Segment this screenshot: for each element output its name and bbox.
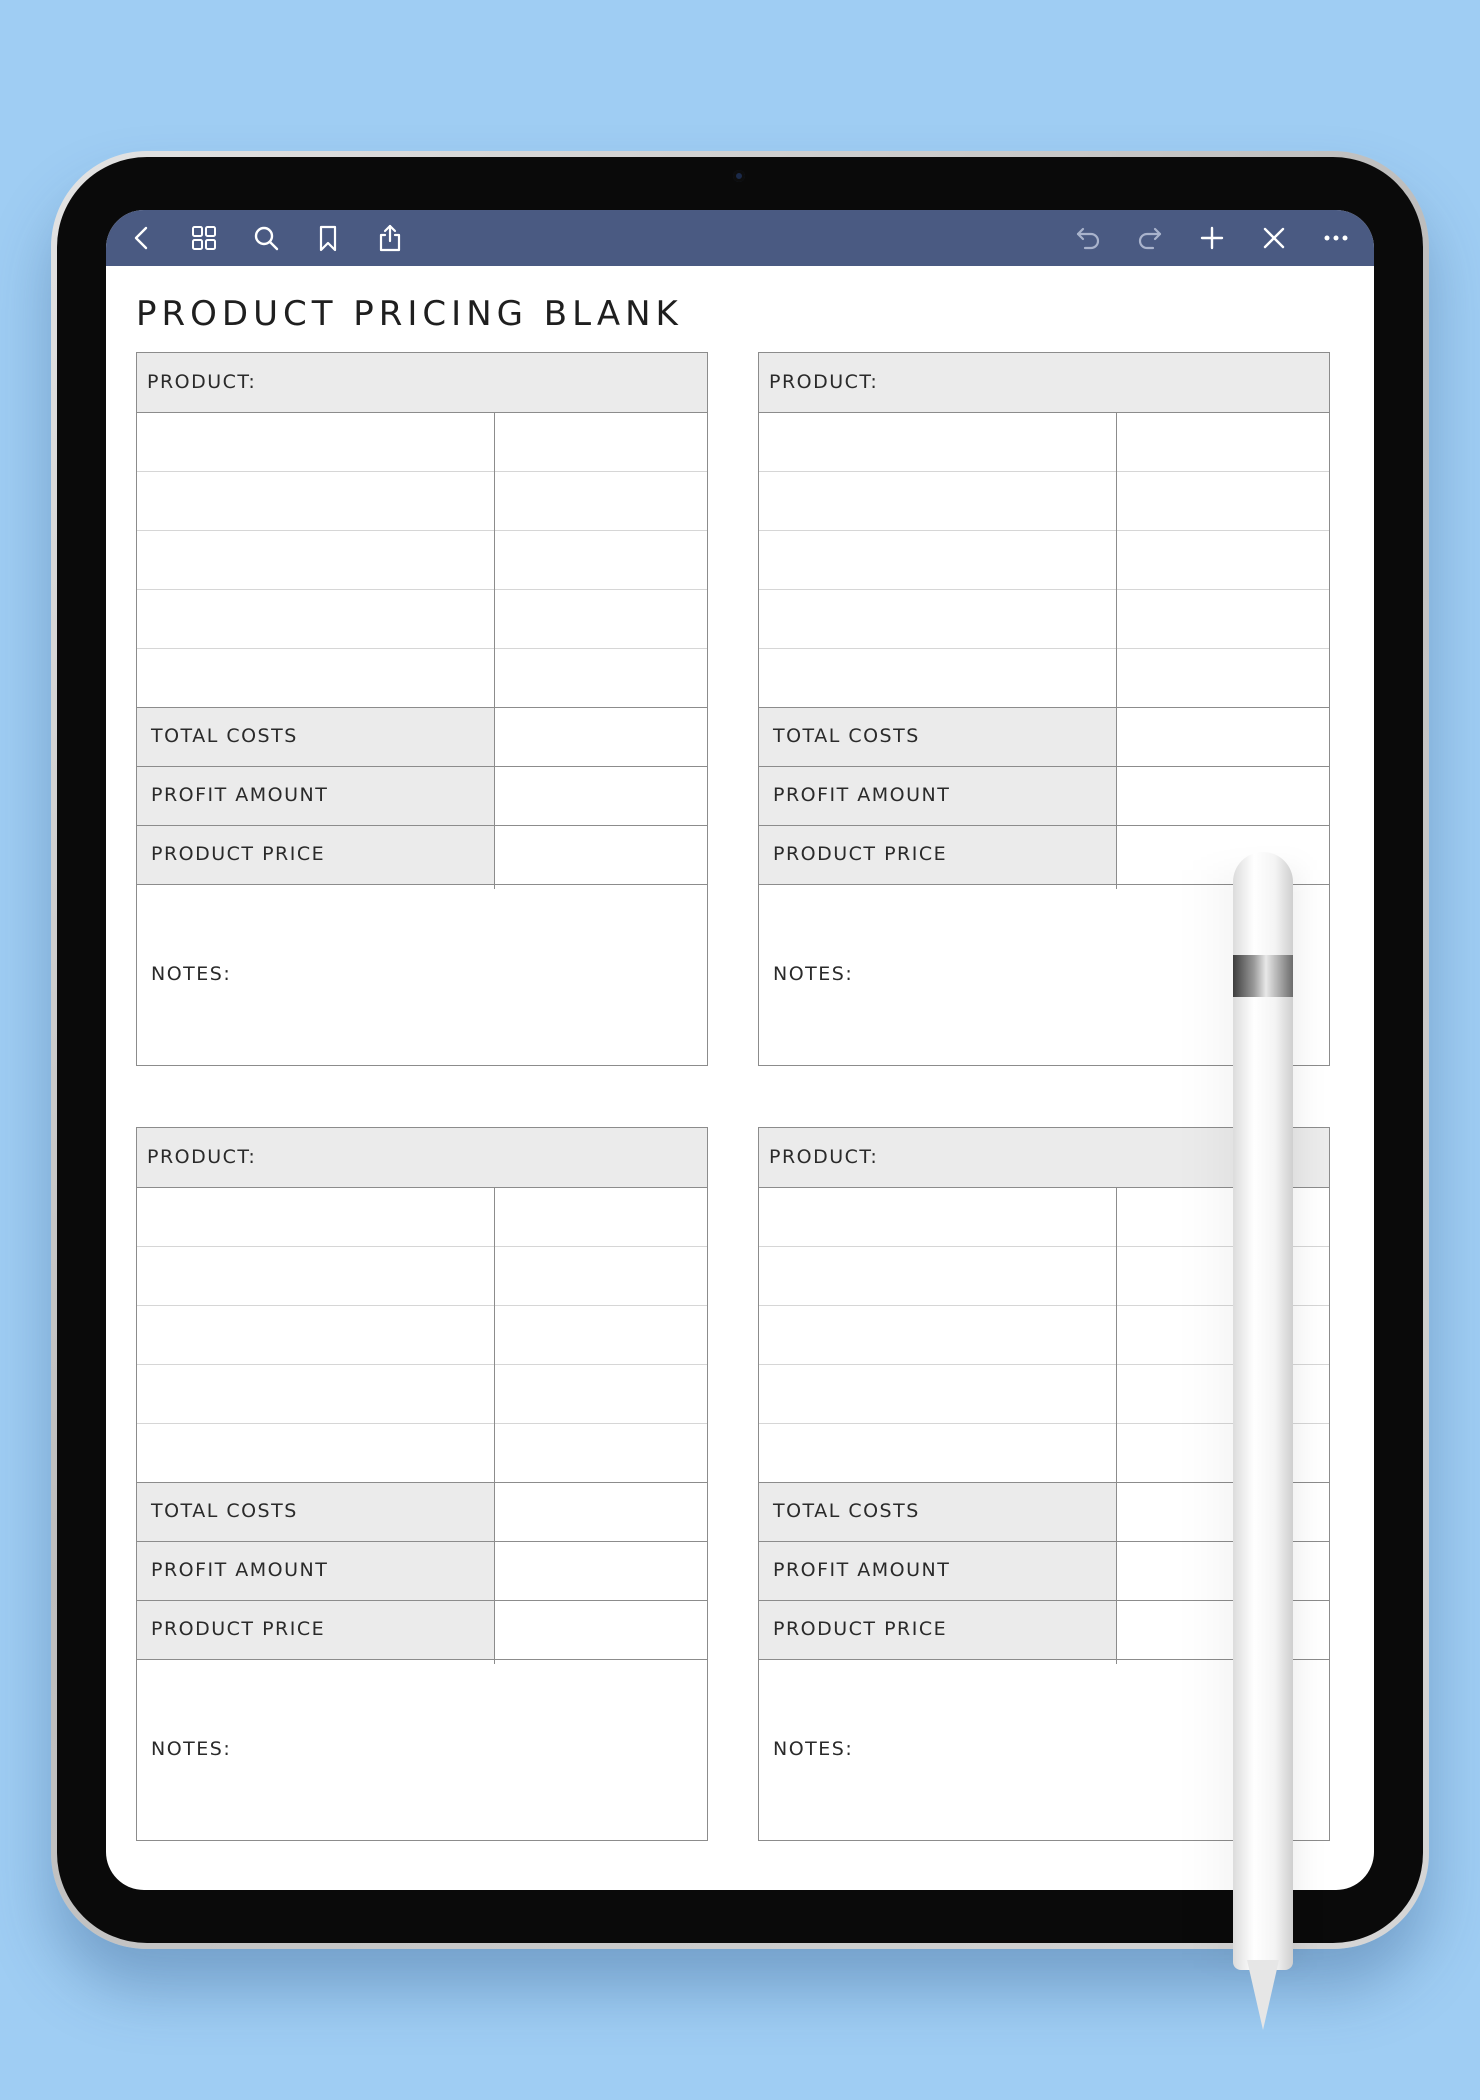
product-label: PRODUCT: xyxy=(769,1146,879,1168)
cost-item-field[interactable] xyxy=(137,1247,494,1305)
cost-row xyxy=(137,531,707,590)
cost-item-field[interactable] xyxy=(759,1365,1116,1423)
pencil-band xyxy=(1233,955,1293,997)
product-label: PRODUCT: xyxy=(769,371,879,393)
cost-item-field[interactable] xyxy=(137,531,494,589)
bookmark-icon xyxy=(313,223,343,253)
total-costs-field[interactable] xyxy=(1117,708,1329,766)
cost-item-field[interactable] xyxy=(759,649,1116,707)
cost-item-field[interactable] xyxy=(759,413,1116,471)
cost-row xyxy=(137,1424,707,1483)
undo-icon xyxy=(1073,223,1103,253)
profit-amount-field[interactable] xyxy=(495,1542,707,1600)
cost-item-field[interactable] xyxy=(137,413,494,471)
profit-amount-row xyxy=(759,767,1329,826)
product-header[interactable] xyxy=(137,1128,707,1188)
cost-row xyxy=(137,472,707,531)
cost-row xyxy=(137,1247,707,1306)
cost-value-field[interactable] xyxy=(495,1247,707,1305)
profit-amount-label-cell xyxy=(759,1542,1116,1600)
profit-amount-label: PROFIT AMOUNT xyxy=(151,1559,329,1581)
cost-row xyxy=(759,531,1329,590)
cost-row xyxy=(137,1365,707,1424)
cost-value-field[interactable] xyxy=(495,413,707,471)
cost-row xyxy=(137,590,707,649)
product-label: PRODUCT: xyxy=(147,1146,257,1168)
profit-amount-label-cell xyxy=(759,767,1116,825)
cost-row xyxy=(759,413,1329,472)
profit-amount-label-cell xyxy=(137,1542,494,1600)
notes-label: NOTES: xyxy=(151,963,232,985)
cost-item-field[interactable] xyxy=(759,531,1116,589)
total-costs-label-cell xyxy=(137,708,494,766)
notes-label: NOTES: xyxy=(773,1738,854,1760)
notes-label: NOTES: xyxy=(773,963,854,985)
pricing-card xyxy=(136,352,708,1066)
cost-item-field[interactable] xyxy=(137,1365,494,1423)
add-button[interactable] xyxy=(1192,218,1232,258)
cost-row xyxy=(137,1188,707,1247)
toolbar xyxy=(106,210,1374,266)
share-button[interactable] xyxy=(370,218,410,258)
cost-value-field[interactable] xyxy=(1117,472,1329,530)
total-costs-label-cell xyxy=(759,708,1116,766)
cost-value-field[interactable] xyxy=(1117,649,1329,707)
product-price-label: PRODUCT PRICE xyxy=(773,1618,948,1640)
cost-row xyxy=(759,590,1329,649)
cost-item-field[interactable] xyxy=(137,1306,494,1364)
grid-icon xyxy=(189,223,219,253)
cost-value-field[interactable] xyxy=(1117,590,1329,648)
pages-grid-button[interactable] xyxy=(184,218,224,258)
cost-item-field[interactable] xyxy=(759,1424,1116,1482)
profit-amount-field[interactable] xyxy=(1117,767,1329,825)
cost-row xyxy=(137,413,707,472)
product-price-row xyxy=(137,1601,707,1660)
profit-amount-row xyxy=(137,1542,707,1601)
total-costs-label-cell xyxy=(759,1483,1116,1541)
cost-item-field[interactable] xyxy=(137,1424,494,1482)
cost-value-field[interactable] xyxy=(495,649,707,707)
cost-row xyxy=(759,472,1329,531)
more-button[interactable] xyxy=(1316,218,1356,258)
product-price-label: PRODUCT PRICE xyxy=(773,843,948,865)
cost-value-field[interactable] xyxy=(495,472,707,530)
total-costs-label: TOTAL COSTS xyxy=(151,725,298,747)
product-price-label-cell xyxy=(137,1601,494,1659)
cost-value-field[interactable] xyxy=(495,1306,707,1364)
search-button[interactable] xyxy=(246,218,286,258)
total-costs-label: TOTAL COSTS xyxy=(773,1500,920,1522)
profit-amount-label: PROFIT AMOUNT xyxy=(151,784,329,806)
page-title: PRODUCT PRICING BLANK xyxy=(136,294,683,334)
cost-row xyxy=(759,649,1329,708)
search-icon xyxy=(251,223,281,253)
notes-field[interactable] xyxy=(137,889,707,1065)
total-costs-field[interactable] xyxy=(495,708,707,766)
cost-value-field[interactable] xyxy=(495,1188,707,1246)
cost-value-field[interactable] xyxy=(495,590,707,648)
cost-item-field[interactable] xyxy=(759,1247,1116,1305)
bookmark-button[interactable] xyxy=(308,218,348,258)
cost-value-field[interactable] xyxy=(1117,413,1329,471)
product-price-label: PRODUCT PRICE xyxy=(151,843,326,865)
product-price-label-cell xyxy=(759,826,1116,884)
product-header[interactable] xyxy=(137,353,707,413)
apple-pencil xyxy=(1233,852,1293,1970)
cost-item-field[interactable] xyxy=(759,1188,1116,1246)
total-costs-row xyxy=(137,708,707,767)
product-price-field[interactable] xyxy=(495,826,707,884)
undo-button[interactable] xyxy=(1068,218,1108,258)
cost-item-field[interactable] xyxy=(759,590,1116,648)
product-price-field[interactable] xyxy=(495,1601,707,1659)
total-costs-label: TOTAL COSTS xyxy=(773,725,920,747)
cost-item-field[interactable] xyxy=(137,1188,494,1246)
cost-item-field[interactable] xyxy=(137,649,494,707)
cost-item-field[interactable] xyxy=(137,590,494,648)
total-costs-label-cell xyxy=(137,1483,494,1541)
notes-field[interactable] xyxy=(137,1664,707,1840)
redo-icon xyxy=(1135,223,1165,253)
profit-amount-label: PROFIT AMOUNT xyxy=(773,1559,951,1581)
total-costs-field[interactable] xyxy=(495,1483,707,1541)
total-costs-row xyxy=(137,1483,707,1542)
cost-value-field[interactable] xyxy=(495,531,707,589)
cost-row xyxy=(137,1306,707,1365)
camera xyxy=(733,170,745,182)
product-price-label-cell xyxy=(759,1601,1116,1659)
cost-value-field[interactable] xyxy=(1117,531,1329,589)
product-price-label: PRODUCT PRICE xyxy=(151,1618,326,1640)
app-screen xyxy=(106,210,1374,1890)
cost-row xyxy=(137,649,707,708)
cost-item-field[interactable] xyxy=(759,1306,1116,1364)
cost-item-field[interactable] xyxy=(759,472,1116,530)
product-price-label-cell xyxy=(137,826,494,884)
pencil-tip xyxy=(1247,1960,1279,2030)
notes-label: NOTES: xyxy=(151,1738,232,1760)
more-icon xyxy=(1321,223,1351,253)
product-header[interactable] xyxy=(759,353,1329,413)
cost-value-field[interactable] xyxy=(495,1365,707,1423)
profit-amount-label-cell xyxy=(137,767,494,825)
redo-button[interactable] xyxy=(1130,218,1170,258)
pen-off-icon xyxy=(1259,223,1289,253)
pen-mode-button[interactable] xyxy=(1254,218,1294,258)
profit-amount-label: PROFIT AMOUNT xyxy=(773,784,951,806)
back-icon xyxy=(127,223,157,253)
back-button[interactable] xyxy=(122,218,162,258)
total-costs-row xyxy=(759,708,1329,767)
share-icon xyxy=(375,223,405,253)
product-label: PRODUCT: xyxy=(147,371,257,393)
cost-item-field[interactable] xyxy=(137,472,494,530)
profit-amount-row xyxy=(137,767,707,826)
product-price-row xyxy=(137,826,707,885)
pricing-card xyxy=(136,1127,708,1841)
total-costs-label: TOTAL COSTS xyxy=(151,1500,298,1522)
cost-value-field[interactable] xyxy=(495,1424,707,1482)
plus-icon xyxy=(1197,223,1227,253)
profit-amount-field[interactable] xyxy=(495,767,707,825)
